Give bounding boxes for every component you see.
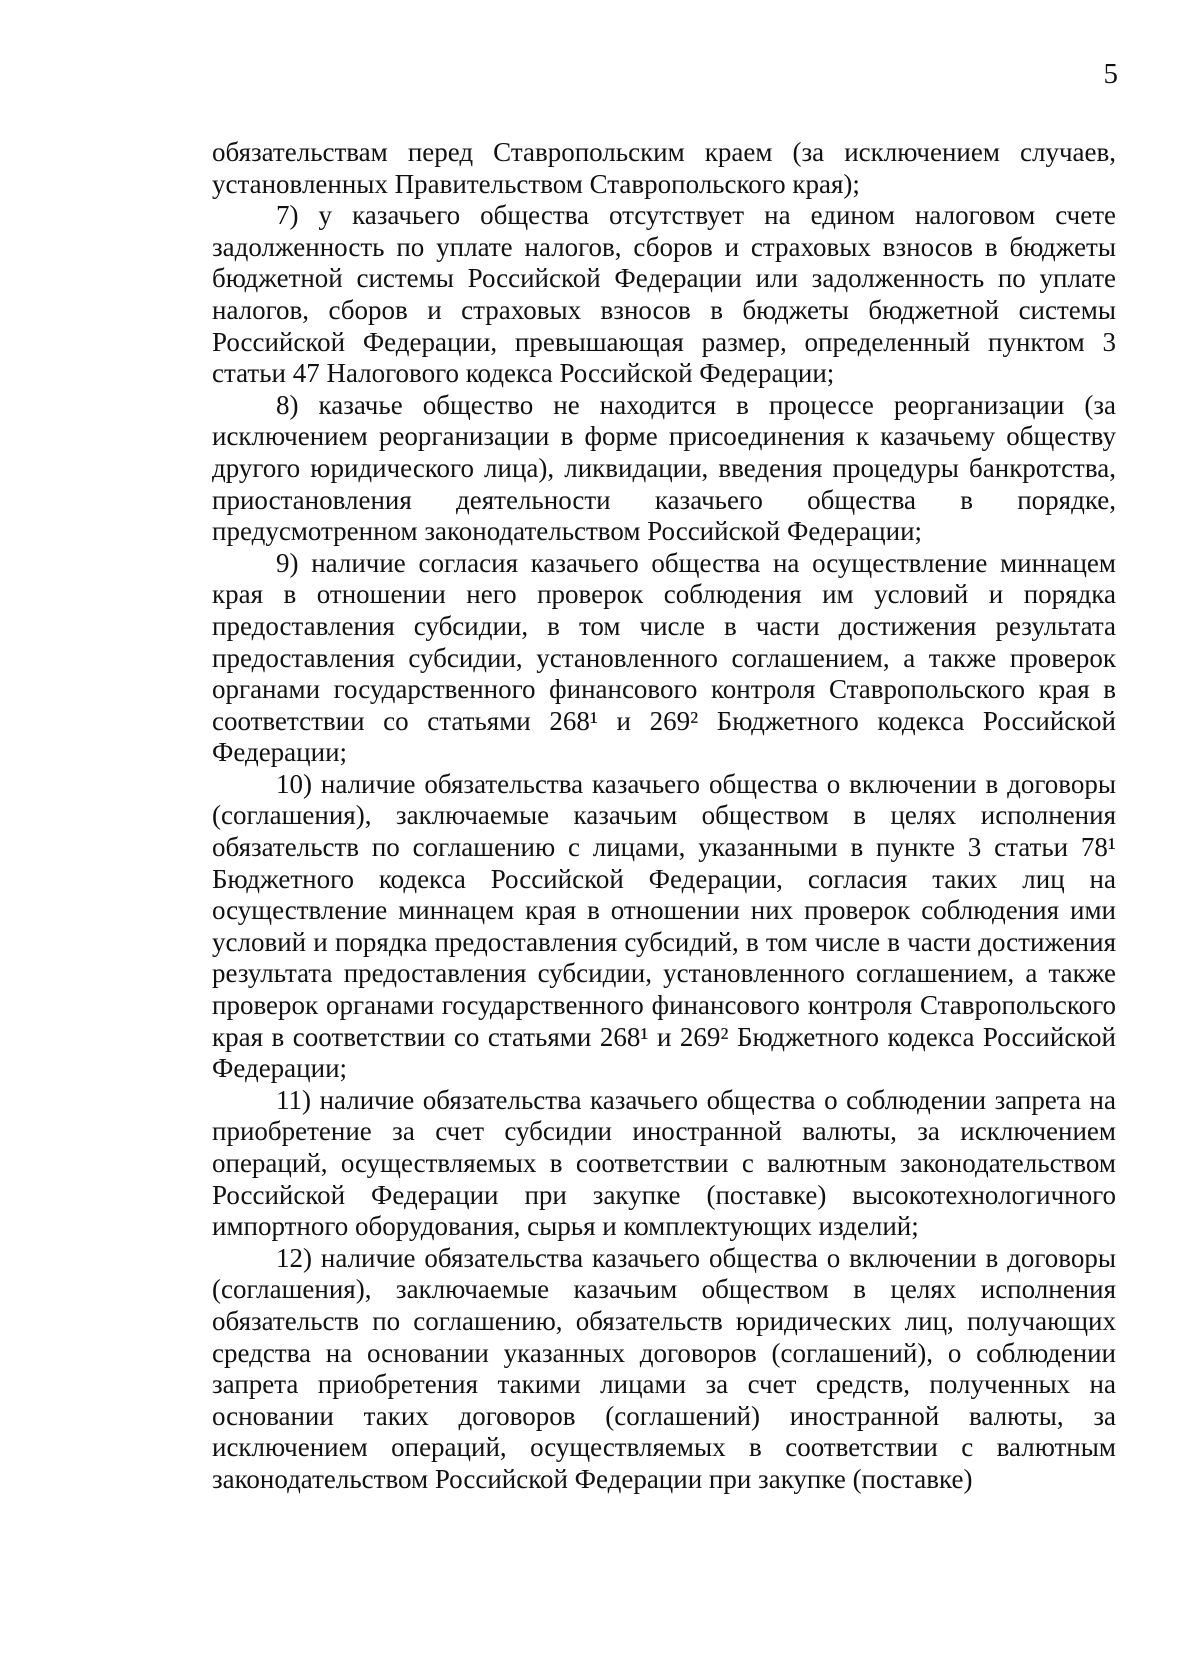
paragraph-item-8: 8) казачье общество не находится в процессе реорганизации (за исключением реорганизации в форме присоединения к казачьему обществу другого юридического лица), ликвидации, введения процедуры банкротства, приостановления деятельности казачьего общества в порядке, предусмотренном законодательством Российской Федерации; [212,389,1116,547]
paragraph-continuation: обязательствам перед Ставропольским краем (за исключением случаев, установленных Правительством Ставропольского края); [212,137,1116,199]
page-number: 5 [1103,58,1118,90]
paragraph-item-11: 11) наличие обязательства казачьего общества о соблюдении запрета на приобретение за счет субсидии иностранной валюты, за исключением операций, осуществляемых в соответствии с валютным законодательством Российской Федерации при закупке (поставке) высокотехнологичного импортного оборудования, сырья и комплектующих изделий; [212,1084,1116,1242]
paragraph-item-9: 9) наличие согласия казачьего общества на осуществление миннацем края в отношении него проверок соблюдения им условий и порядка предоставления субсидии, в том числе в части достижения результата предоставления субсидии, установленного соглашением, а также проверок органами государственного финансового контроля Ставропольского края в соответствии со статьями 268¹ и 269² Бюджетного кодекса Российской Федерации; [212,547,1116,768]
paragraph-item-7: 7) у казачьего общества отсутствует на едином налоговом счете задолженность по уплате налогов, сборов и страховых взносов в бюджеты бюджетной системы Российской Федерации или задолженность по уплате налогов, сборов и страховых взносов в бюджеты бюджетной системы Российской Федерации, превышающая размер, определенный пунктом 3 статьи 47 Налогового кодекса Российской Федерации; [212,200,1116,389]
document-body [212,137,1116,1496]
paragraph-item-12: 12) наличие обязательства казачьего общества о включении в договоры (соглашения), заключаемые казачьим обществом в целях исполнения обязательств по соглашению, обязательств юридических лиц, получающих средства на основании указанных договоров (соглашений), о соблюдении запрета приобретения такими лицами за счет средств, полученных на основании таких договоров (соглашений) иностранной валюты, за исключением операций, осуществляемых в соответствии с валютным законодательством Российской Федерации при закупке (поставке) [212,1242,1116,1494]
paragraph-item-10: 10) наличие обязательства казачьего общества о включении в договоры (соглашения), заключаемые казачьим обществом в целях исполнения обязательств по соглашению с лицами, указанными в пункте 3 статьи 78¹ Бюджетного кодекса Российской Федерации, согласия таких лиц на осуществление миннацем края в отношении них проверок соблюдения ими условий и порядка предоставления субсидий, в том числе в части достижения результата предоставления субсидии, установленного соглашением, а также проверок органами государственного финансового контроля Ставропольского края в соответствии со статьями 268¹ и 269² Бюджетного кодекса Российской Федерации; [212,768,1116,1084]
